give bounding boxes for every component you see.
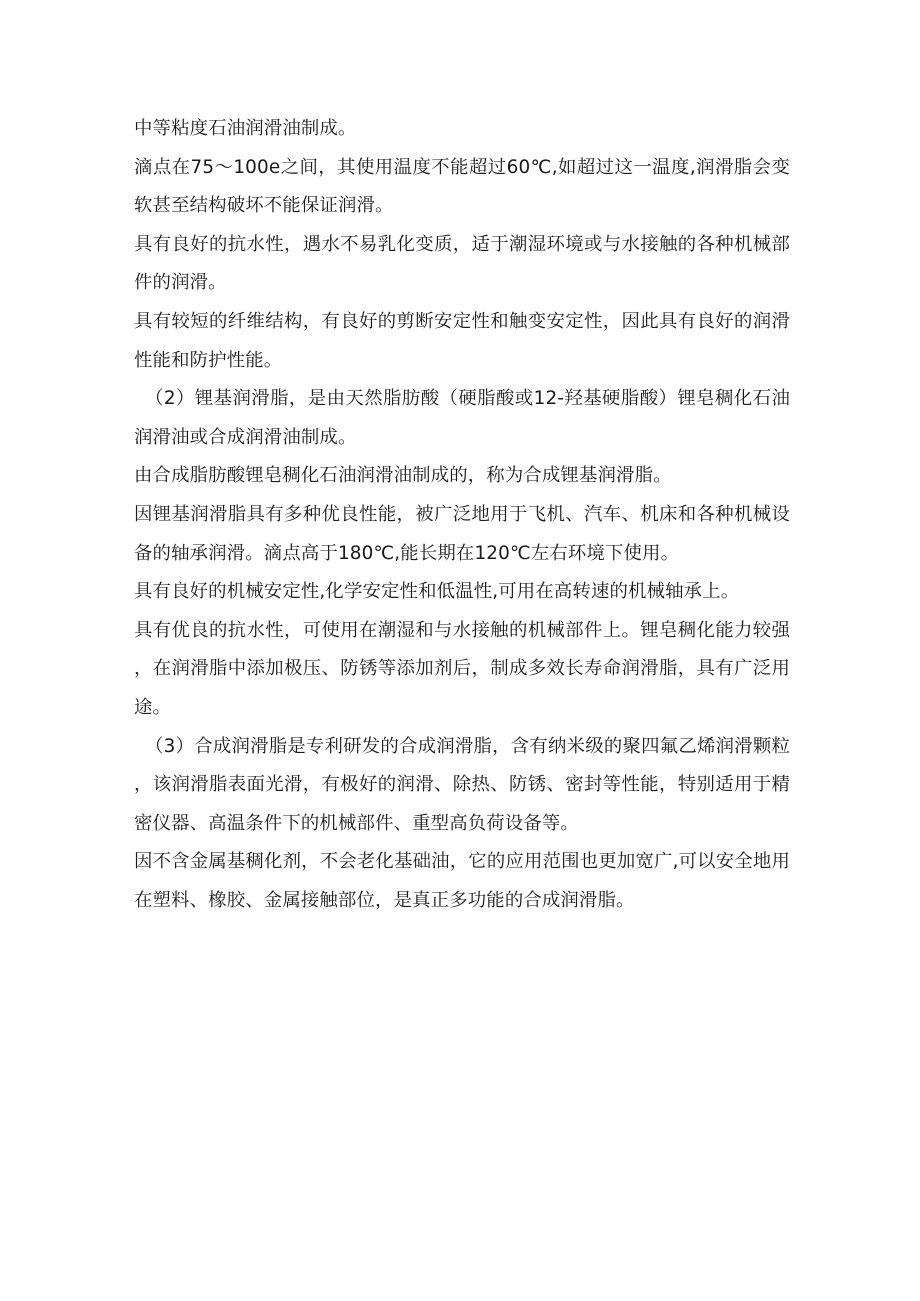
paragraph-3: 具有良好的抗水性，遇水不易乳化变质，适于潮湿环境或与水接触的各种机械部件的润滑。	[134, 233, 790, 294]
paragraph-11: 因不含金属基稠化剂，不会老化基础油，它的应用范围也更加宽广,可以安全地用在塑料、橡胶、金属接触部位，是真正多功能的合成润滑脂。	[134, 851, 790, 911]
paragraph-9: 具有优良的抗水性，可使用在潮湿和与水接触的机械部件上。锂皂稠化能力较强，在润滑脂中添加极压、防锈等添加剂后，制成多效长寿命润滑脂，具有广泛用途。	[134, 619, 790, 718]
paragraph-1: 中等粘度石油润滑油制成。	[134, 118, 357, 139]
paragraph-7: 因锂基润滑脂具有多种优良性能，被广泛地用于飞机、汽车、机床和各种机械设备的轴承润滑。滴点高于180℃,能长期在120℃左右环境下使用。	[134, 503, 790, 564]
paragraph-2: 滴点在75～100e之间，其使用温度不能超过60℃,如超过这一温度,润滑脂会变软甚至结构破坏不能保证润滑。	[134, 156, 790, 217]
paragraph-4: 具有较短的纤维结构，有良好的剪断安定性和触变安定性，因此具有良好的润滑性能和防护性能。	[134, 310, 790, 371]
paragraph-8: 具有良好的机械安定性,化学安定性和低温性,可用在高转速的机械轴承上。	[134, 581, 740, 603]
paragraph-5: （2）锂基润滑脂，是由天然脂肪酸（硬脂酸或12-羟基硬脂酸）锂皂稠化石油润滑油或合成润滑油制成。	[134, 388, 790, 448]
paragraph-6: 由合成脂肪酸锂皂稠化石油润滑油制成的，称为合成锂基润滑脂。	[134, 465, 672, 487]
paragraph-10: （3）合成润滑脂是专利研发的合成润滑脂，含有纳米级的聚四氟乙烯润滑颗粒，该润滑脂表面光滑，有极好的润滑、除热、防锈、密封等性能，特别适用于精密仪器、高温条件下的机械部件、重型高负荷设备等。	[134, 735, 790, 834]
document-body	[134, 110, 790, 920]
